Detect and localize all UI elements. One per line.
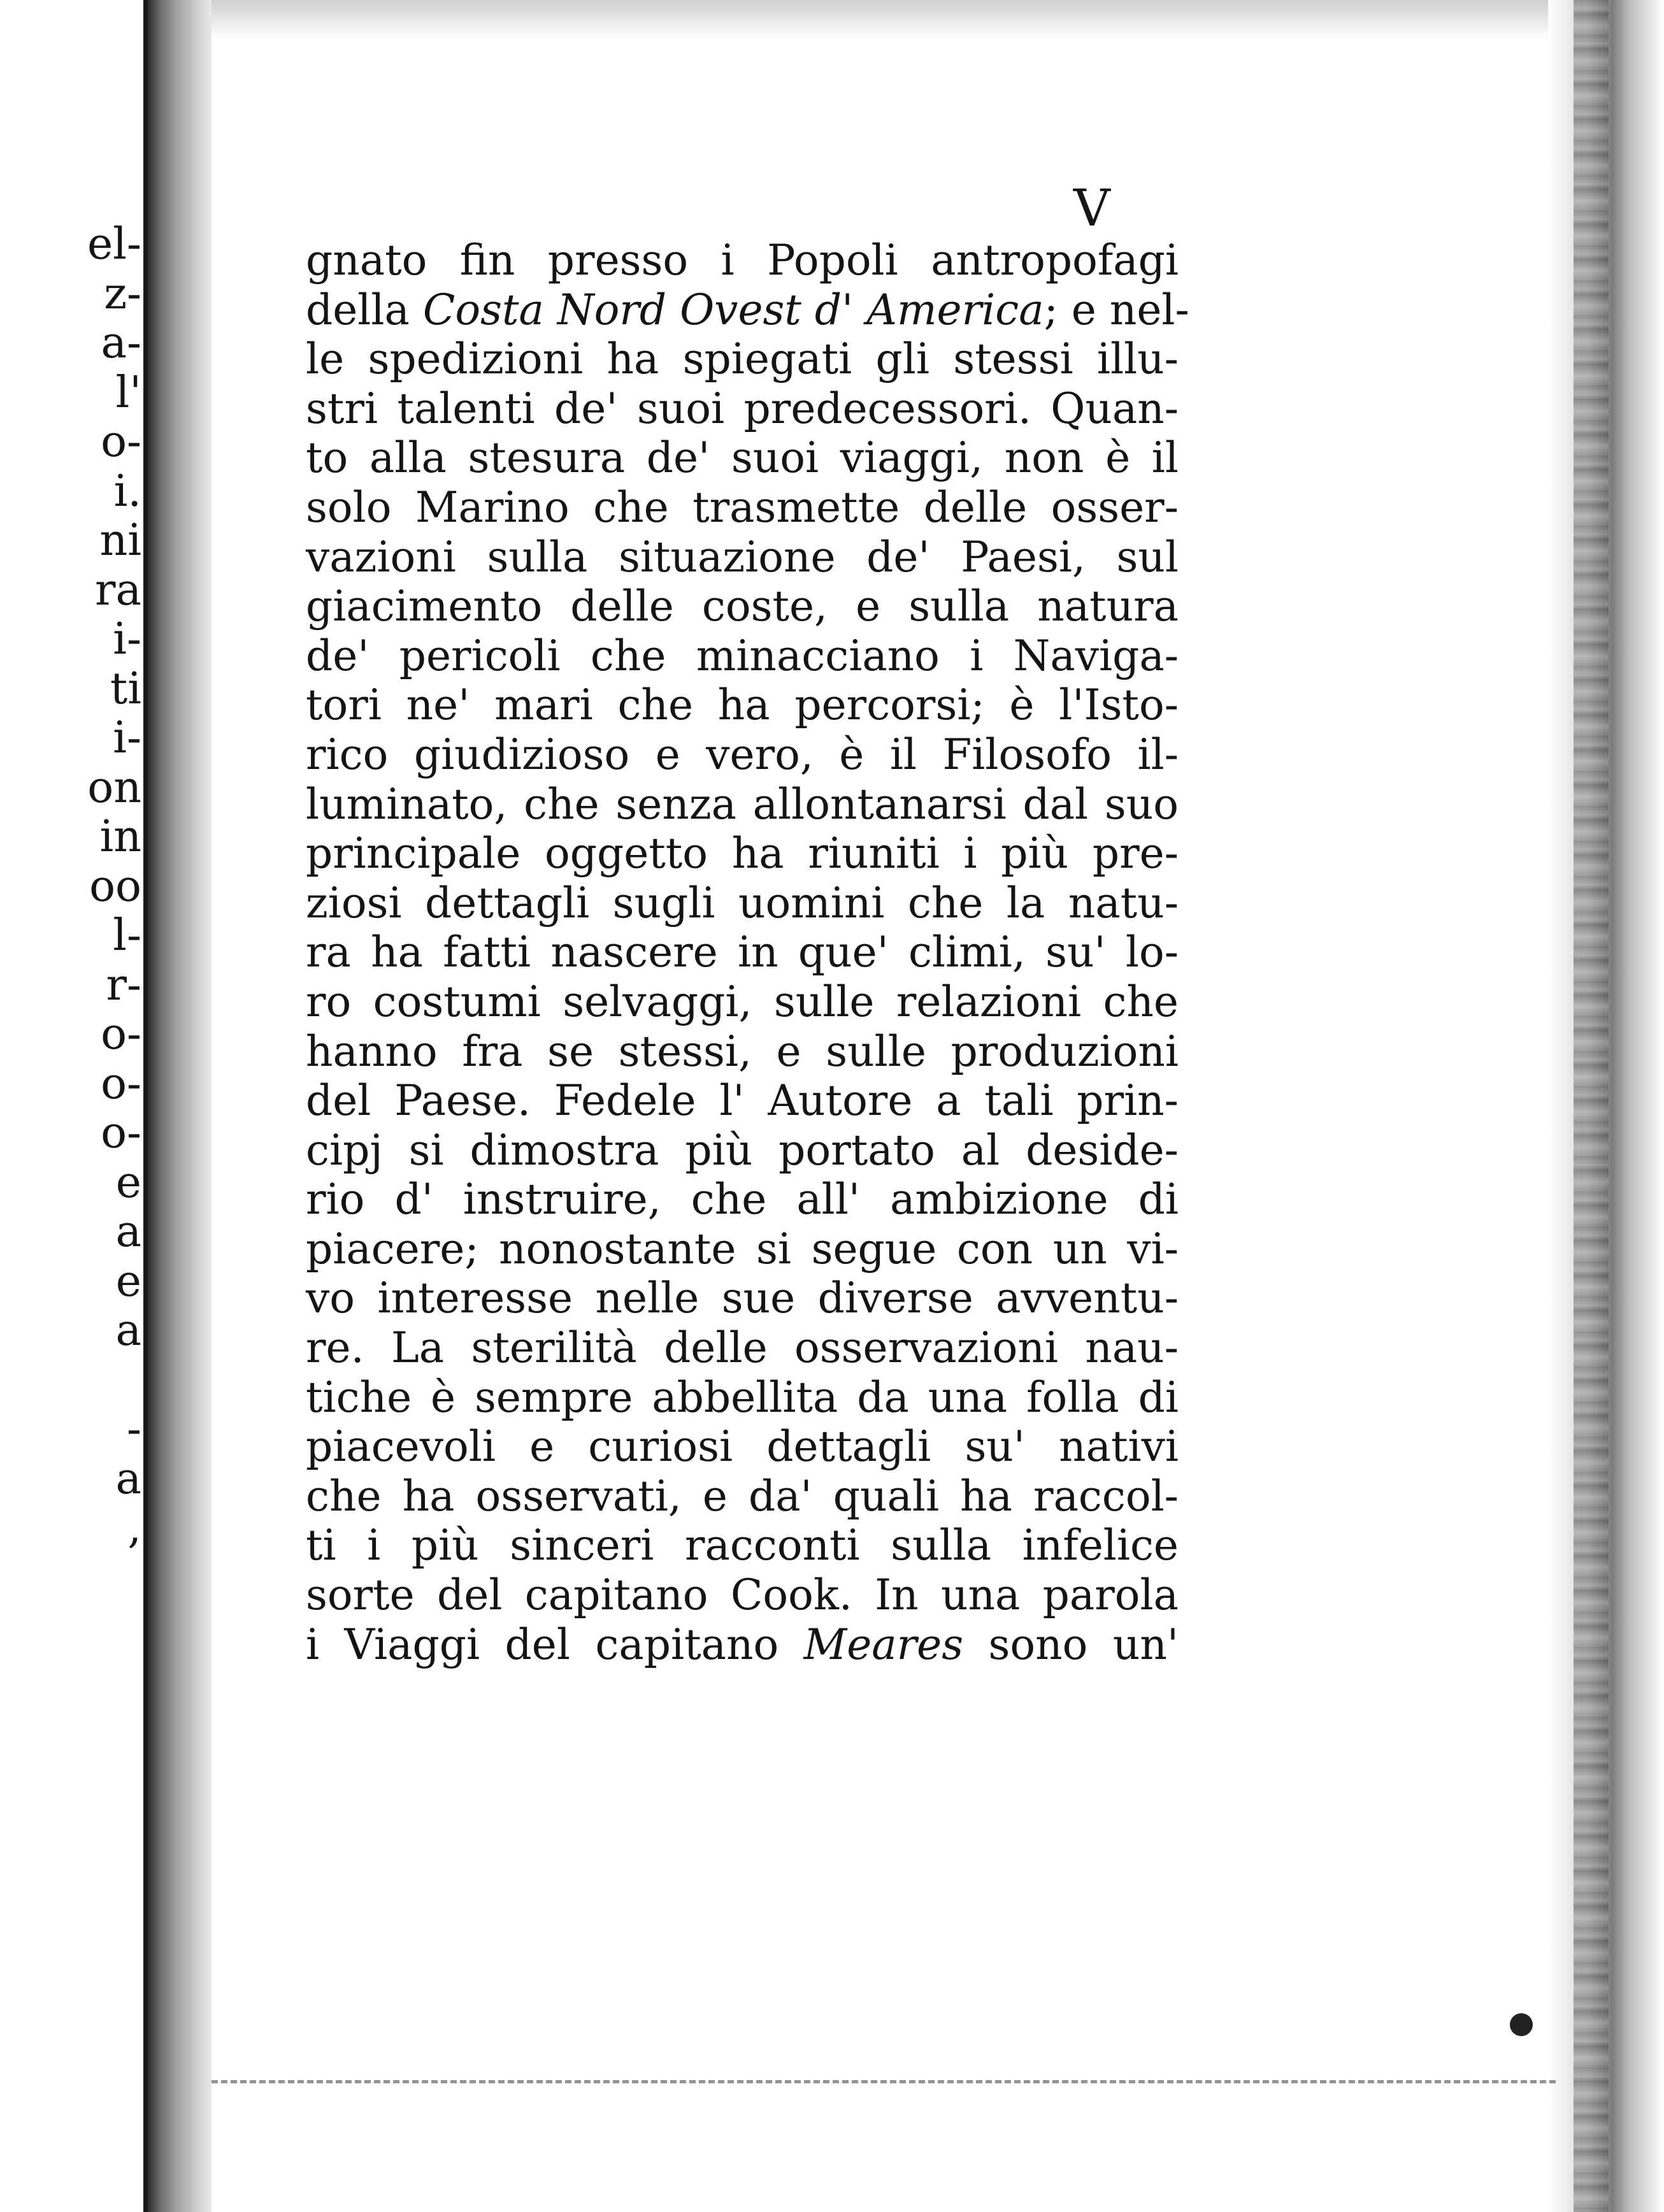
previous-page-fragment: a- [101, 318, 141, 368]
previous-page-fragment: oo [89, 861, 141, 912]
text-segment: ti i più sinceri racconti sulla infelice [306, 1521, 1179, 1570]
text-segment: giacimento delle coste, e sulla natura [306, 582, 1179, 631]
text-line [306, 1323, 1179, 1373]
text-line [306, 1620, 1179, 1670]
text-line [306, 928, 1179, 977]
text-segment: tori ne' mari che ha percorsi; è l'Isto- [306, 680, 1179, 730]
previous-page-fragment: ra [94, 564, 141, 615]
text-segment: sorte del capitano Cook. In una parola [306, 1570, 1179, 1620]
previous-page-edge [0, 0, 148, 2212]
text-segment: ; e nel- [1044, 285, 1189, 334]
page-bottom-edge [212, 2080, 1556, 2099]
text-line [306, 582, 1179, 631]
previous-page-fragment: el- [87, 219, 141, 269]
previous-page-fragment: l' [115, 367, 141, 418]
text-segment: luminato, che senza allontanarsi dal suo [306, 779, 1179, 829]
text-segment: gnato fin presso i Popoli antropofagi [306, 236, 1179, 285]
text-line [306, 236, 1179, 285]
text-line [306, 1224, 1179, 1274]
previous-page-fragment: e [115, 1157, 141, 1208]
text-line [306, 483, 1179, 533]
book-gutter-shadow [148, 0, 212, 2212]
previous-page-fragment: l- [113, 910, 141, 961]
text-line [306, 1027, 1179, 1077]
text-segment: sono un' [963, 1620, 1179, 1669]
text-line [306, 1521, 1179, 1570]
previous-page-fragment: in [99, 812, 141, 862]
text-segment: hanno fra se stessi, e sulle produzioni [306, 1026, 1179, 1076]
page-top-shadow [212, 0, 1549, 38]
previous-page-fragment: o- [101, 1058, 141, 1109]
text-segment: principale oggetto ha riuniti i più pre- [306, 829, 1179, 879]
previous-page-fragment: ni [99, 515, 141, 566]
text-segment: cipj si dimostra più portato al deside- [306, 1125, 1179, 1175]
italic-text-segment: Costa Nord Ovest d' America [422, 285, 1044, 334]
text-segment: piacevoli e curiosi dettagli su' nativi [306, 1422, 1179, 1472]
body-text [306, 236, 1189, 1669]
page-number: V [1073, 178, 1110, 238]
previous-page-fragment: e [115, 1256, 141, 1307]
text-segment: vo interesse nelle sue diverse avventu- [306, 1274, 1179, 1323]
text-segment: de' pericoli che minacciano i Naviga- [306, 631, 1179, 680]
text-line [306, 1126, 1179, 1175]
text-line [306, 730, 1179, 780]
text-line [306, 1175, 1179, 1224]
text-segment: stri talenti de' suoi predecessori. Quan- [306, 384, 1179, 433]
previous-page-fragment: a [115, 1453, 141, 1504]
previous-page-fragment [0, 1356, 148, 1405]
text-segment: ziosi dettagli sugli uomini che la natu- [306, 878, 1179, 928]
text-line [306, 1570, 1179, 1620]
previous-page-fragment: z- [104, 268, 141, 319]
text-line [306, 533, 1179, 582]
text-line [306, 433, 1179, 483]
text-line [306, 1422, 1179, 1472]
text-segment: rio d' instruire, che all' ambizione di [306, 1175, 1179, 1224]
text-line [306, 1274, 1179, 1323]
previous-page-fragment: o- [101, 1009, 141, 1059]
text-line [306, 1472, 1179, 1521]
previous-page-fragment: i. [113, 466, 141, 517]
text-segment: del Paese. Fedele l' Autore a tali prin- [306, 1076, 1179, 1126]
ink-spot [1510, 2013, 1533, 2036]
text-line [306, 780, 1179, 830]
previous-page-fragment: on [87, 762, 141, 813]
text-segment: della [306, 285, 423, 334]
previous-page-fragment: , [127, 1503, 141, 1553]
text-segment: le spedizioni ha spiegati gli stessi illu- [306, 334, 1179, 384]
text-line [306, 680, 1179, 730]
text-segment: rico giudizioso e vero, è il Filosofo il- [306, 729, 1179, 779]
previous-page-fragment: a [115, 1305, 141, 1356]
text-segment: ro costumi selvaggi, sulle relazioni che [306, 977, 1179, 1026]
previous-page-fragment: a [115, 1207, 141, 1257]
text-line [306, 977, 1179, 1027]
text-segment: piacere; nonostante si segue con un vi- [306, 1224, 1179, 1274]
text-line [306, 285, 1189, 335]
italic-text-segment: Meares [803, 1620, 964, 1669]
text-line [306, 1076, 1179, 1126]
text-segment: tiche è sempre abbellita da una folla di [306, 1372, 1179, 1422]
frayed-edge-texture [1574, 0, 1609, 2212]
text-segment: to alla stesura de' suoi viaggi, non è il [306, 433, 1179, 483]
text-line [306, 384, 1179, 434]
text-line [306, 1373, 1179, 1423]
previous-page-fragment: o- [101, 1108, 141, 1158]
text-line [306, 829, 1179, 879]
previous-page-fragment: i- [113, 713, 141, 763]
text-line [306, 879, 1179, 928]
previous-page-fragment: o- [101, 417, 141, 467]
text-segment: re. La sterilità delle osservazioni nau- [306, 1323, 1179, 1373]
previous-page-fragment: - [127, 1404, 141, 1454]
text-segment: ra ha fatti nascere in que' climi, su' lo- [306, 928, 1179, 977]
previous-page-fragment: r- [106, 959, 141, 1010]
previous-page-fragment: ti [110, 663, 141, 714]
text-line [306, 631, 1179, 681]
text-segment: i Viaggi del capitano [306, 1620, 804, 1669]
text-line [306, 334, 1179, 384]
text-segment: solo Marino che trasmette delle osser- [306, 482, 1179, 532]
text-segment: vazioni sulla situazione de' Paesi, sul [306, 532, 1179, 582]
previous-page-line-fragments [0, 220, 148, 1553]
text-segment: che ha osservati, e da' quali ha raccol- [306, 1471, 1179, 1521]
previous-page-fragment: i- [113, 614, 141, 664]
